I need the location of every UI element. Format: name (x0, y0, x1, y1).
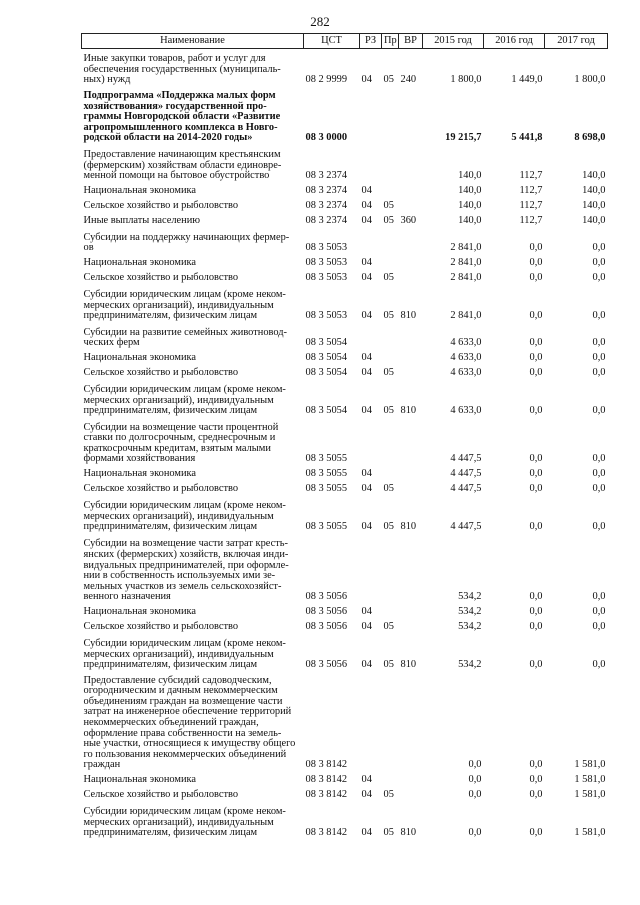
table-row (82, 285, 608, 323)
row-cst: 08 3 2374 (305, 185, 348, 197)
row-2016: 0,0 (529, 310, 543, 322)
row-cst: 08 3 5054 (305, 405, 348, 417)
row-pr (382, 672, 399, 772)
row-2015: 2 841,0 (450, 257, 482, 269)
table-row (82, 323, 608, 350)
row-2017: 0,0 (592, 272, 606, 284)
row-2016: 0,0 (529, 521, 543, 533)
row-rz: 04 (361, 827, 372, 839)
row-2016: 0,0 (529, 827, 543, 839)
table-row (82, 49, 608, 88)
row-vr (399, 255, 423, 270)
table-row (82, 198, 608, 213)
table-row (82, 255, 608, 270)
row-2017: 0,0 (592, 468, 606, 480)
row-vr (399, 672, 423, 772)
table-row (82, 145, 608, 183)
row-name: Иные закупки товаров, работ и услуг для обеспечения государственных (муниципаль- ных) нужд (83, 53, 281, 86)
row-2015: 2 841,0 (450, 242, 482, 254)
row-cst: 08 3 8142 (305, 789, 348, 801)
row-vr (399, 418, 423, 466)
row-2016: 0,0 (529, 591, 543, 603)
row-2017: 0,0 (592, 621, 606, 633)
row-rz: 04 (361, 468, 372, 480)
row-pr: 05 (383, 74, 394, 86)
row-2016: 0,0 (529, 789, 543, 801)
row-2016: 0,0 (529, 483, 543, 495)
row-pr (382, 145, 399, 183)
row-pr: 05 (383, 215, 394, 227)
row-pr (382, 604, 399, 619)
header-rz: РЗ (360, 34, 382, 49)
row-2017: 140,0 (582, 185, 606, 197)
header-2016: 2016 год (484, 34, 545, 49)
row-cst: 08 3 5054 (305, 367, 348, 379)
row-2016: 0,0 (529, 659, 543, 671)
row-rz: 04 (361, 774, 372, 786)
row-2016: 112,7 (519, 170, 543, 182)
row-2015: 1 800,0 (450, 74, 482, 86)
row-cst: 08 3 2374 (305, 170, 348, 182)
row-vr: 810 (400, 659, 417, 671)
row-cst: 08 3 5055 (305, 453, 348, 465)
row-2017: 140,0 (582, 215, 606, 227)
row-pr: 05 (383, 272, 394, 284)
row-2017: 1 581,0 (574, 789, 606, 801)
row-2016: 112,7 (519, 200, 543, 212)
row-name: Сельское хозяйство и рыболовство (83, 200, 239, 212)
row-vr (399, 350, 423, 365)
row-pr (382, 418, 399, 466)
row-2017: 0,0 (592, 453, 606, 465)
row-vr (399, 183, 423, 198)
row-2016: 112,7 (519, 215, 543, 227)
row-2016: 0,0 (529, 759, 543, 771)
row-2016: 0,0 (529, 367, 543, 379)
row-pr (382, 228, 399, 255)
row-name: Национальная экономика (83, 185, 197, 197)
row-2017: 0,0 (592, 257, 606, 269)
row-name: Субсидии на возмещение части процентной ставки по долгосрочным, среднесрочным и краткосрочным кредитам, взятым малыми формами хозяйствования (83, 421, 279, 465)
row-2017: 0,0 (592, 521, 606, 533)
row-name: Субсидии юридическим лицам (кроме неком- мерческих организаций), индивидуальным предпринимателям, физическим лицам (83, 384, 286, 417)
row-2016: 0,0 (529, 606, 543, 618)
row-2017: 0,0 (592, 483, 606, 495)
table-header-row (82, 34, 608, 49)
row-2015: 534,2 (458, 606, 482, 618)
row-name: Национальная экономика (83, 352, 197, 364)
row-rz: 04 (361, 272, 372, 284)
row-2016: 0,0 (529, 774, 543, 786)
row-2017: 8 698,0 (574, 132, 606, 144)
row-name: Субсидии юридическим лицам (кроме неком- мерческих организаций), индивидуальным предпринимателям, физическим лицам (83, 638, 286, 671)
row-name: Сельское хозяйство и рыболовство (83, 621, 239, 633)
table-row (82, 350, 608, 365)
row-pr: 05 (383, 483, 394, 495)
header-2017: 2017 год (545, 34, 608, 49)
row-cst: 08 3 5055 (305, 468, 348, 480)
row-pr: 05 (383, 310, 394, 322)
row-name: Субсидии юридическим лицам (кроме неком- мерческих организаций), индивидуальным предпринимателям, физическим лицам (83, 500, 286, 533)
row-vr (399, 772, 423, 787)
row-rz: 04 (361, 606, 372, 618)
row-2015: 534,2 (458, 591, 482, 603)
row-2017: 1 581,0 (574, 774, 606, 786)
row-2017: 0,0 (592, 606, 606, 618)
row-rz (360, 323, 382, 350)
row-vr (399, 87, 423, 145)
row-2016: 0,0 (529, 352, 543, 364)
row-rz: 04 (361, 352, 372, 364)
row-vr (399, 787, 423, 802)
row-rz: 04 (361, 521, 372, 533)
row-2017: 0,0 (592, 310, 606, 322)
row-vr (399, 323, 423, 350)
row-2015: 140,0 (458, 185, 482, 197)
row-pr (382, 323, 399, 350)
row-cst: 08 3 8142 (305, 827, 348, 839)
row-2017: 0,0 (592, 352, 606, 364)
row-rz: 04 (361, 215, 372, 227)
row-rz (360, 87, 382, 145)
row-rz: 04 (361, 659, 372, 671)
row-cst: 08 3 2374 (305, 215, 348, 227)
row-cst: 08 3 8142 (305, 759, 348, 771)
row-2017: 0,0 (592, 659, 606, 671)
row-cst: 08 2 9999 (305, 74, 348, 86)
row-name: Предоставление начинающим крестьянским (фермерским) хозяйствам области единовре- менной помощи на бытовое обустройство (83, 149, 282, 182)
row-vr (399, 604, 423, 619)
table-row (82, 787, 608, 802)
row-2015: 534,2 (458, 621, 482, 633)
row-pr: 05 (383, 200, 394, 212)
row-2016: 0,0 (529, 405, 543, 417)
row-2017: 1 800,0 (574, 74, 606, 86)
row-vr: 810 (400, 405, 417, 417)
row-name: Сельское хозяйство и рыболовство (83, 789, 239, 801)
row-2015: 4 633,0 (450, 337, 482, 349)
table-row (82, 619, 608, 634)
row-vr (399, 198, 423, 213)
row-vr (399, 145, 423, 183)
row-cst: 08 3 5053 (305, 242, 348, 254)
row-pr: 05 (383, 367, 394, 379)
row-name: Сельское хозяйство и рыболовство (83, 272, 239, 284)
row-2016: 0,0 (529, 272, 543, 284)
budget-table (81, 33, 608, 840)
row-pr: 05 (383, 405, 394, 417)
header-2015: 2015 год (423, 34, 484, 49)
row-cst: 08 3 5056 (305, 591, 348, 603)
row-vr: 810 (400, 827, 417, 839)
row-pr: 05 (383, 659, 394, 671)
row-2015: 2 841,0 (450, 272, 482, 284)
row-2015: 4 633,0 (450, 367, 482, 379)
row-cst: 08 3 5054 (305, 337, 348, 349)
row-2015: 4 447,5 (450, 468, 482, 480)
row-2016: 1 449,0 (511, 74, 543, 86)
row-rz (360, 534, 382, 604)
header-cst: ЦСТ (304, 34, 360, 49)
row-2015: 0,0 (468, 789, 482, 801)
row-rz (360, 418, 382, 466)
row-2017: 0,0 (592, 591, 606, 603)
row-2016: 0,0 (529, 337, 543, 349)
row-cst: 08 3 5053 (305, 310, 348, 322)
row-name: Национальная экономика (83, 606, 197, 618)
row-cst: 08 3 2374 (305, 200, 348, 212)
row-name: Национальная экономика (83, 774, 197, 786)
row-2016: 5 441,8 (511, 132, 543, 144)
page-number: 282 (310, 14, 330, 29)
row-2017: 1 581,0 (574, 827, 606, 839)
row-vr (399, 481, 423, 496)
row-2015: 0,0 (468, 774, 482, 786)
row-cst: 08 3 5055 (305, 521, 348, 533)
row-vr: 810 (400, 521, 417, 533)
table-row (82, 496, 608, 534)
header-pr: Пр (382, 34, 399, 49)
row-rz: 04 (361, 483, 372, 495)
row-cst: 08 3 0000 (305, 132, 348, 144)
row-pr (382, 350, 399, 365)
row-name: Сельское хозяйство и рыболовство (83, 483, 239, 495)
row-2015: 140,0 (458, 170, 482, 182)
row-cst: 08 3 5055 (305, 483, 348, 495)
row-pr (382, 772, 399, 787)
row-2015: 19 215,7 (445, 132, 482, 144)
row-2015: 4 447,5 (450, 483, 482, 495)
row-2016: 0,0 (529, 621, 543, 633)
row-name: Национальная экономика (83, 257, 197, 269)
row-2016: 0,0 (529, 257, 543, 269)
table-row (82, 802, 608, 840)
row-pr (382, 87, 399, 145)
table-row (82, 228, 608, 255)
table-row (82, 213, 608, 228)
row-pr: 05 (383, 789, 394, 801)
row-cst: 08 3 5054 (305, 352, 348, 364)
row-name: Субсидии юридическим лицам (кроме неком- мерческих организаций), индивидуальным предпринимателям, физическим лицам (83, 806, 286, 839)
table-row (82, 270, 608, 285)
row-rz: 04 (361, 621, 372, 633)
row-cst: 08 3 5056 (305, 606, 348, 618)
row-pr: 05 (383, 827, 394, 839)
row-cst: 08 3 5056 (305, 621, 348, 633)
table-row (82, 365, 608, 380)
row-vr (399, 534, 423, 604)
row-pr (382, 183, 399, 198)
row-2017: 140,0 (582, 170, 606, 182)
row-name: Субсидии юридическим лицам (кроме неком- мерческих организаций), индивидуальным предпринимателям, физическим лицам (83, 289, 286, 322)
row-rz: 04 (361, 310, 372, 322)
row-vr (399, 228, 423, 255)
row-rz: 04 (361, 185, 372, 197)
row-2015: 140,0 (458, 200, 482, 212)
row-cst: 08 3 5053 (305, 257, 348, 269)
row-2017: 0,0 (592, 367, 606, 379)
row-2015: 534,2 (458, 659, 482, 671)
row-vr (399, 619, 423, 634)
row-pr (382, 534, 399, 604)
row-rz: 04 (361, 789, 372, 801)
row-2015: 0,0 (468, 827, 482, 839)
table-body (82, 49, 608, 841)
row-name: Субсидии на развитие семейных животновод- ческих ферм (83, 326, 287, 349)
row-2015: 2 841,0 (450, 310, 482, 322)
row-vr (399, 365, 423, 380)
row-name: Предоставление субсидий садоводческим, огородническим и дачным некоммерческим объединениям граждан на возмещение части затрат на инженерное обеспечение территорий некоммерческих объединений граждан, оформление права собственности на земель- ные участки, относящиеся к имуществу общего го пользования некоммерческих объединений граждан (83, 674, 296, 771)
row-pr: 05 (383, 621, 394, 633)
row-vr: 240 (400, 74, 417, 86)
row-rz (360, 672, 382, 772)
row-2017: 0,0 (592, 242, 606, 254)
row-name: Сельское хозяйство и рыболовство (83, 367, 239, 379)
table-row (82, 634, 608, 672)
row-name: Субсидии на возмещение части затрат кресть- янских (фермерских) хозяйств, включая инди- видуальных предпринимателей, при оформле- нии в собственность используемых ими зе- мельных участков из земель сельскохозяйст- венного назначения (83, 538, 289, 603)
row-2017: 1 581,0 (574, 759, 606, 771)
row-name: Иные выплаты населению (83, 215, 201, 227)
row-2016: 0,0 (529, 453, 543, 465)
row-pr: 05 (383, 521, 394, 533)
row-rz: 04 (361, 200, 372, 212)
table-row (82, 534, 608, 604)
table-row (82, 418, 608, 466)
row-pr (382, 466, 399, 481)
row-2017: 0,0 (592, 405, 606, 417)
table-row (82, 481, 608, 496)
row-name: Национальная экономика (83, 468, 197, 480)
row-vr (399, 270, 423, 285)
table-row (82, 380, 608, 418)
table-row (82, 672, 608, 772)
row-2017: 140,0 (582, 200, 606, 212)
row-2015: 140,0 (458, 215, 482, 227)
table-row (82, 466, 608, 481)
row-2016: 112,7 (519, 185, 543, 197)
row-cst: 08 3 8142 (305, 774, 348, 786)
row-rz (360, 228, 382, 255)
row-2015: 0,0 (468, 759, 482, 771)
row-vr: 360 (400, 215, 417, 227)
row-pr (382, 255, 399, 270)
row-2015: 4 633,0 (450, 352, 482, 364)
row-2015: 4 447,5 (450, 521, 482, 533)
row-2016: 0,0 (529, 242, 543, 254)
table-row (82, 183, 608, 198)
row-rz (360, 145, 382, 183)
row-vr (399, 466, 423, 481)
row-name: Субсидии на поддержку начинающих фермер- ов (83, 231, 290, 254)
row-vr: 810 (400, 310, 417, 322)
row-rz: 04 (361, 405, 372, 417)
row-cst: 08 3 5056 (305, 659, 348, 671)
row-2015: 4 447,5 (450, 453, 482, 465)
table-row (82, 87, 608, 145)
table-row (82, 772, 608, 787)
row-rz: 04 (361, 367, 372, 379)
header-name: Наименование (82, 34, 304, 49)
table-row (82, 604, 608, 619)
row-2017: 0,0 (592, 337, 606, 349)
row-rz: 04 (361, 74, 372, 86)
row-name: Подпрограмма «Поддержка малых форм хозяйствования» государственной про- граммы Новгородской области «Развитие агропромышленного комплекса в Новго- родской области на 2014-2020 годы» (83, 90, 281, 144)
row-cst: 08 3 5053 (305, 272, 348, 284)
row-2015: 4 633,0 (450, 405, 482, 417)
row-rz: 04 (361, 257, 372, 269)
header-vr: ВР (399, 34, 423, 49)
row-2016: 0,0 (529, 468, 543, 480)
